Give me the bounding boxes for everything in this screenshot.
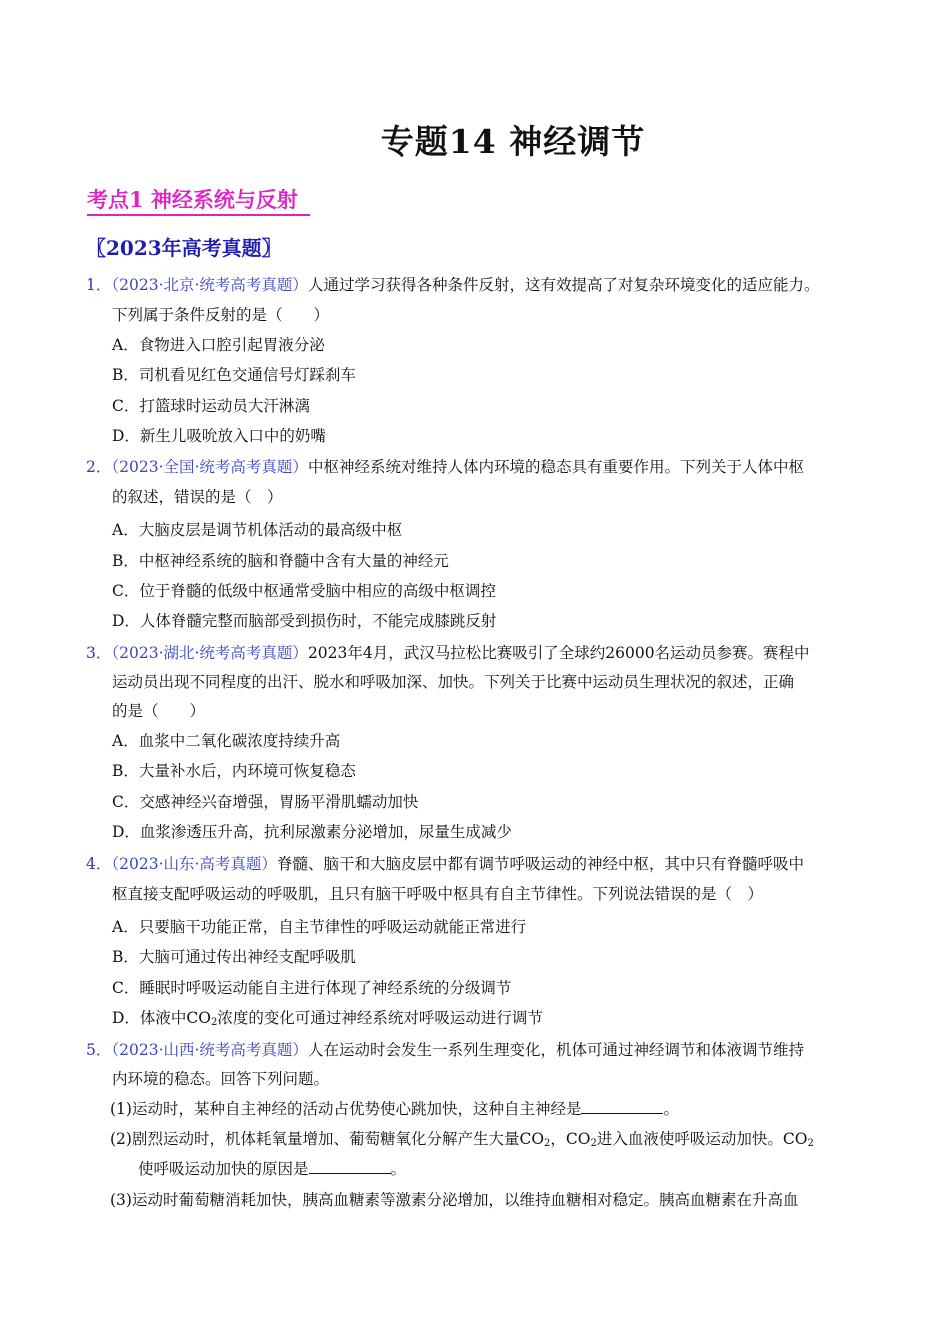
option-a: A．只要脑干功能正常，自主节律性的呼吸运动就能正常进行 [112, 918, 527, 936]
question-2-stem-cont: 的叙述，错误的是（ ） [112, 488, 283, 506]
question-source: （2023·北京·统考高考真题） [111, 276, 308, 294]
question-5-stem-cont: 内环境的稳态。回答下列问题。 [112, 1070, 330, 1088]
option-b: B．大脑可通过传出神经支配呼吸肌 [112, 948, 356, 966]
question-source: （2023·全国·统考高考真题） [111, 458, 308, 476]
sub-question-3: (3)运动时葡萄糖消耗加快，胰高血糖素等激素分泌增加，以维持血糖相对稳定。胰高血糖素在升高血 [110, 1191, 799, 1209]
question-1-stem-cont: 下列属于条件反射的是（ ） [112, 306, 330, 324]
page-title: 专题14 神经调节 [380, 122, 646, 161]
option-c: C．打篮球时运动员大汗淋漓 [112, 397, 310, 415]
question-4-stem: 4．（2023·山东·高考真题）脊髓、脑干和大脑皮层中都有调节呼吸运动的神经中枢，其中只有脊髓呼吸中 [86, 855, 804, 873]
question-3-stem: 3．（2023·湖北·统考高考真题）2023年4月，武汉马拉松比赛吸引了全球约26000名运动员参赛。赛程中 [86, 644, 810, 662]
question-number: 4． [86, 855, 112, 873]
sub-question-1: (1)运动时，某种自主神经的活动占优势使心跳加快，这种自主神经是 。 [110, 1100, 679, 1118]
option-b: B．司机看见红色交通信号灯踩刹车 [112, 366, 356, 384]
option-d: D．新生儿吸吮放入口中的奶嘴 [112, 427, 326, 445]
question-5-stem: 5．（2023·山西·统考高考真题）人在运动时会发生一系列生理变化，机体可通过神经调节和体液调节维持 [86, 1041, 804, 1059]
option-a: A．食物进入口腔引起胃液分泌 [112, 336, 325, 354]
question-number: 1． [86, 276, 112, 294]
question-1-stem: 1．（2023·北京·统考高考真题）人通过学习获得各种条件反射，这有效提高了对复杂环境变化的适应能力。 [86, 276, 820, 294]
option-b: B．中枢神经系统的脑和脊髓中含有大量的神经元 [112, 552, 449, 570]
option-c: C．睡眠时呼吸运动能自主进行体现了神经系统的分级调节 [112, 979, 512, 997]
question-source: （2023·山西·统考高考真题） [111, 1041, 308, 1059]
answer-blank[interactable] [581, 1099, 663, 1114]
answer-blank[interactable] [309, 1159, 391, 1174]
question-number: 5． [86, 1041, 112, 1059]
option-a: A．大脑皮层是调节机体活动的最高级中枢 [112, 521, 403, 539]
question-number: 3． [86, 644, 112, 662]
sub-question-2: (2)剧烈运动时，机体耗氧量增加、葡萄糖氧化分解产生大量$CO_2$，$CO_2$进入血液使呼吸运动加快。$CO_2$ [110, 1130, 814, 1149]
question-4-stem-cont: 枢直接支配呼吸运动的呼吸肌，且只有脑干呼吸中枢具有自主节律性。下列说法错误的是（ ） [112, 885, 764, 903]
option-c: C．位于脊髓的低级中枢通常受脑中相应的高级中枢调控 [112, 582, 496, 600]
question-number: 2． [86, 458, 112, 476]
question-2-stem: 2．（2023·全国·统考高考真题）中枢神经系统对维持人体内环境的稳态具有重要作用。下列关于人体中枢 [86, 458, 804, 476]
option-d: D．体液中$CO_2$浓度的变化可通过神经系统对呼吸运动进行调节 [112, 1009, 543, 1028]
question-source: （2023·湖北·统考高考真题） [111, 644, 308, 662]
question-3-stem-cont: 的是（ ） [112, 702, 206, 720]
section-heading: 〖2023年高考真题〗 [86, 236, 282, 260]
option-c: C．交感神经兴奋增强，胃肠平滑肌蠕动加快 [112, 793, 419, 811]
option-b: B．大量补水后，内环境可恢复稳态 [112, 762, 356, 780]
option-d: D．血浆渗透压升高，抗利尿激素分泌增加，尿量生成减少 [112, 823, 512, 841]
question-source: （2023·山东·高考真题） [111, 855, 277, 873]
sub-question-2-cont: 使呼吸运动加快的原因是 。 [138, 1160, 407, 1178]
option-d: D．人体脊髓完整而脑部受到损伤时，不能完成膝跳反射 [112, 612, 497, 630]
option-a: A．血浆中二氧化碳浓度持续升高 [112, 732, 341, 750]
question-3-stem-cont: 运动员出现不同程度的出汗、脱水和呼吸加深、加快。下列关于比赛中运动员生理状况的叙述，正确 [112, 673, 795, 691]
topic-heading: 考点1 神经系统与反射 [87, 186, 310, 216]
